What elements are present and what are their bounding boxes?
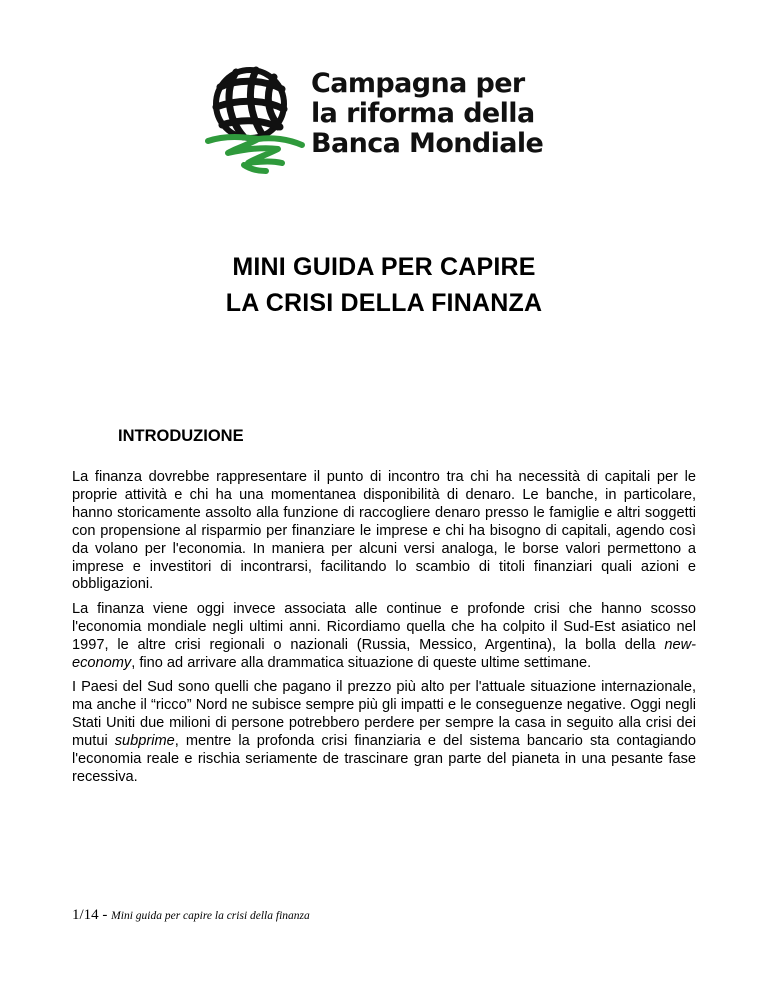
document-title-line-1: MINI GUIDA PER CAPIRE: [232, 253, 536, 281]
footer-document-title: Mini guida per capire la crisi della finanza: [111, 910, 310, 922]
logo-line-3: Banca Mondiale: [311, 128, 544, 159]
footer-separator: -: [98, 907, 112, 923]
paragraph-1: La finanza dovrebbe rappresentare il punto di incontro tra chi ha necessità di capitali per le proprie attività e chi ha una momentanea disponibilità di denaro. Le banche, in particolare, hanno storicamente assolto alla funzione di raccogliere denaro presso le famiglie e altri soggetti con propensione al risparmio per finanziare le imprese e chi ha bisogno di capitali, agendo così da volano per l'economia. In maniera per alcuni versi analoga, le borse valori permettono a imprese e investitori di incontrarsi, facilitando lo scambio di titoli finanziari quali azioni e obbligazioni.: [72, 469, 696, 593]
logo-line-1: Campagna per: [311, 68, 525, 99]
logo-wordmark: [311, 69, 573, 159]
paragraph-3-text-a: I Paesi del Sud sono quelli che pagano il prezzo più alto per l'attuale situazione internazionale, ma anche il “ricco” Nord ne subisce sempre più gli impatti e le conseguenze negative. Oggi negli Stati Uniti due milioni di persone potrebbero perdere per sempre la casa in seguito alla crisi dei mutui: [72, 678, 696, 749]
paragraph-2-italic-term: new-economy: [72, 636, 696, 671]
paragraph-3-italic-term: subprime: [114, 732, 175, 749]
campaign-logo: [198, 57, 568, 175]
paragraph-2-text-a: La finanza viene oggi invece associata alle continue e profonde crisi che hanno scosso l'economia mondiale negli ultimi anni. Ricordiamo quella che ha colpito il Sud-Est asiatico nel 1997, le altre crisi regionali o nazionali (Russia, Messico, Argentina), la bolla della: [72, 600, 696, 653]
document-title-line-2: LA CRISI DELLA FINANZA: [225, 289, 543, 317]
section-heading: INTRODUZIONE: [118, 427, 244, 445]
paragraph-3-text-b: , mentre la profonda crisi finanziaria e del sistema bancario sta contagiando l'economia reale e rischia seriamente de trascinare gran parte del pianeta in una pesante fase recessiva.: [72, 732, 696, 785]
logo-line-2: la riforma della: [311, 98, 535, 129]
globe-logo-icon: [198, 57, 318, 175]
paragraph-3: [72, 679, 696, 786]
page-number: 1/14: [72, 907, 99, 923]
paragraph-2-text-b: , fino ad arrivare alla drammatica situazione di queste ultime settimane.: [131, 654, 592, 671]
paragraph-2: [72, 601, 696, 673]
page-footer: [72, 906, 310, 925]
body-text: [72, 469, 696, 793]
